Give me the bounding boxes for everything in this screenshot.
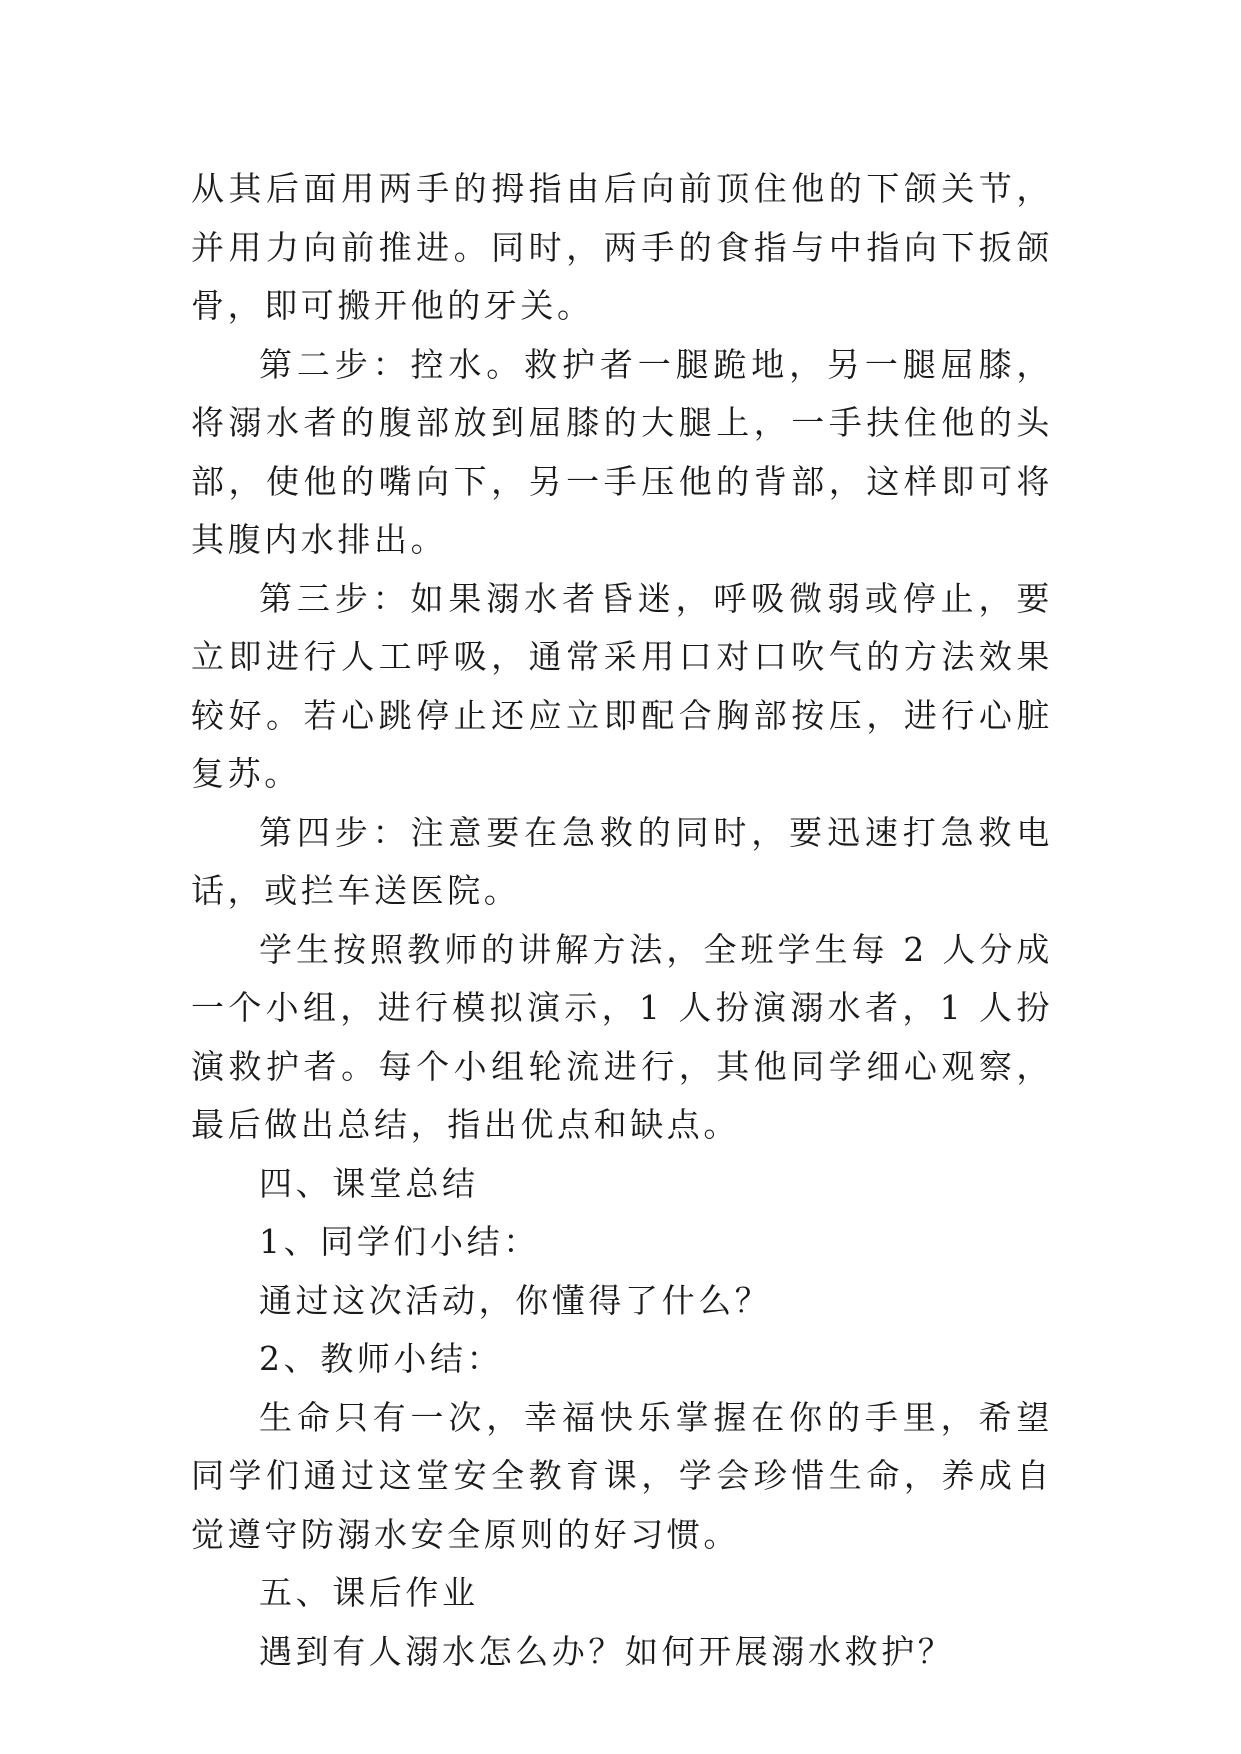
paragraph-step-three: 第三步：如果溺水者昏迷，呼吸微弱或停止，要立即进行人工呼吸，通常采用口对口吹气的方法效果较好。若心跳停止还应立即配合胸部按压，进行心脏复苏。	[191, 578, 1053, 793]
paragraph-homework: 遇到有人溺水怎么办？如何开展溺水救护？	[259, 1631, 955, 1671]
paragraph-jaw-opening: 从其后面用两手的拇指由后向前顶住他的下颌关节，并用力向前推进。同时，两手的食指与中指向下扳颌骨，即可搬开他的牙关。	[191, 169, 1053, 325]
heading-homework: 五、课后作业	[259, 1573, 479, 1612]
paragraph-question: 通过这次活动，你懂得了什么？	[259, 1280, 772, 1320]
subheading-teacher-summary: 2、教师小结：	[259, 1339, 504, 1378]
heading-class-summary: 四、课堂总结	[259, 1163, 479, 1203]
paragraph-teacher-summary: 生命只有一次，幸福快乐掌握在你的手里，希望同学们通过这堂安全教育课，学会珍惜生命，养成自觉遵守防溺水安全原则的好习惯。	[191, 1397, 1053, 1554]
paragraph-step-four: 第四步：注意要在急救的同时，要迅速打急救电话，或拦车送医院。	[191, 812, 1053, 910]
paragraph-student-practice: 学生按照教师的讲解方法，全班学生每 2 人分成一个小组，进行模拟演示，1 人扮演溺水者，1 人扮演救护者。每个小组轮流进行，其他同学细心观察，最后做出总结，指出优点和缺点。	[191, 929, 1053, 1144]
subheading-student-summary: 1、同学们小结：	[259, 1222, 540, 1261]
paragraph-step-two: 第二步：控水。救护者一腿跪地，另一腿屈膝，将溺水者的腹部放到屈膝的大腿上，一手扶住他的头部，使他的嘴向下，另一手压他的背部，这样即可将其腹内水排出。	[191, 344, 1053, 559]
document-body	[191, 160, 1053, 1681]
